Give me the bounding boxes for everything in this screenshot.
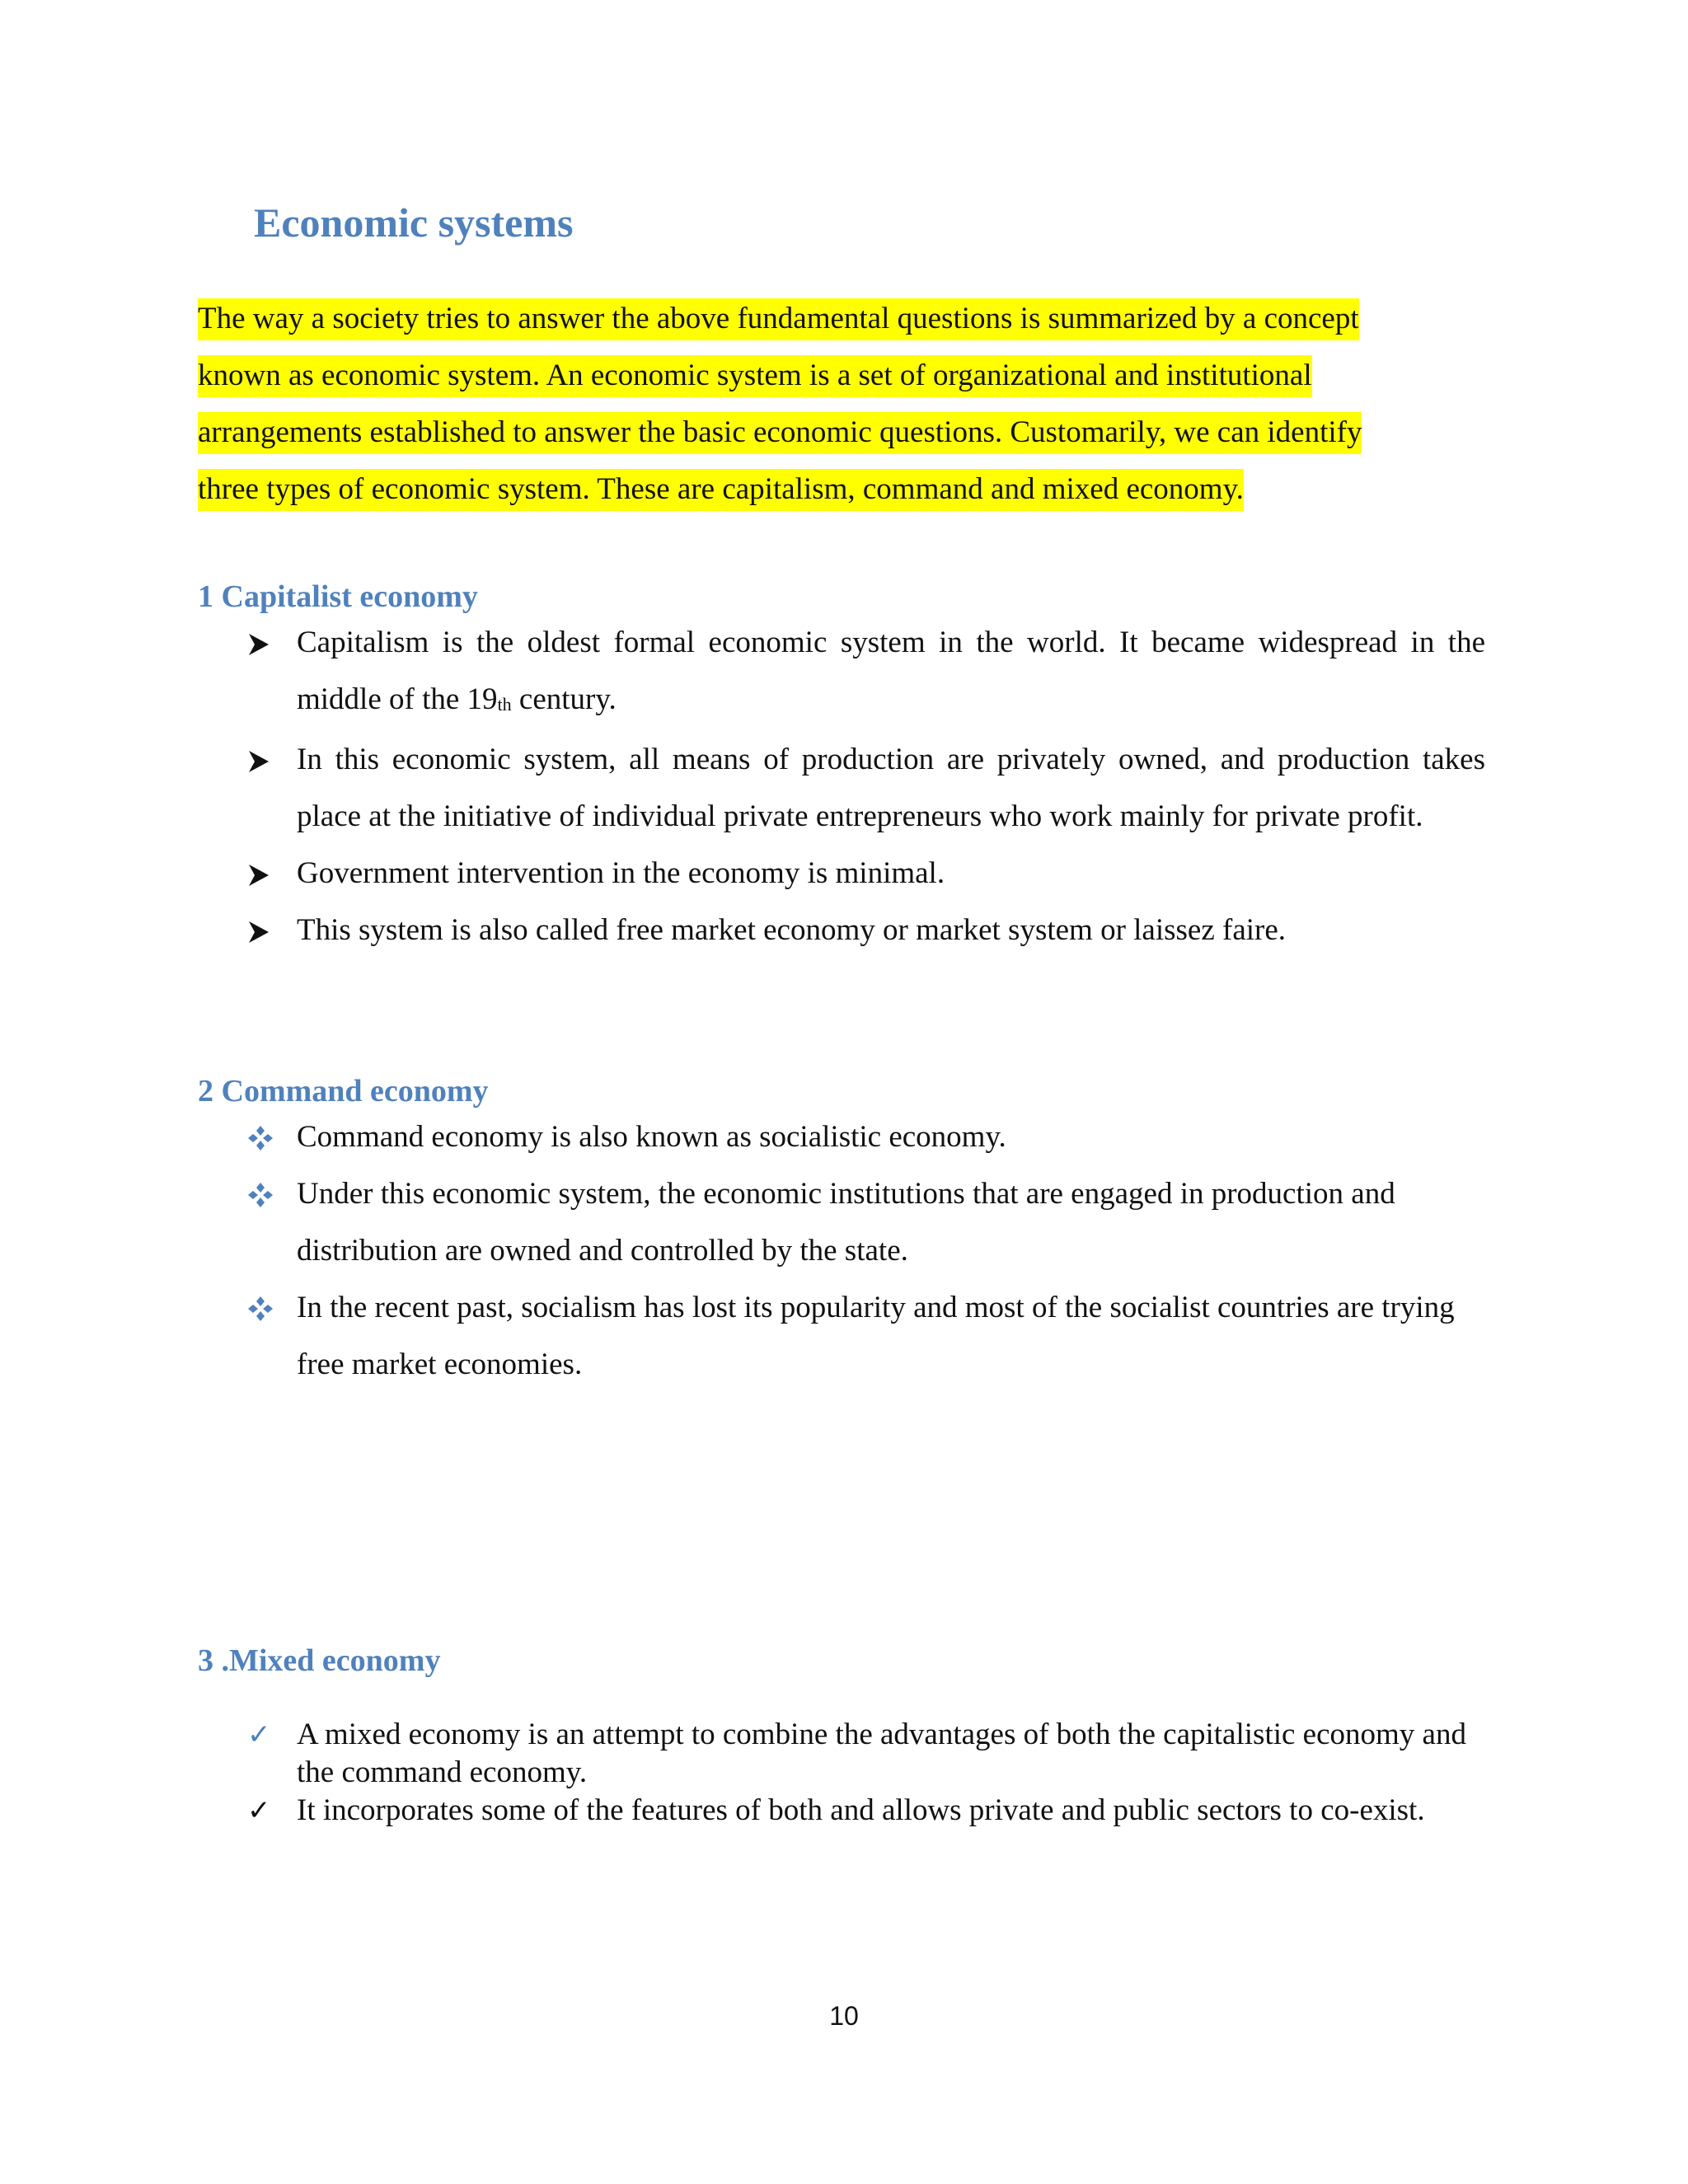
list-item (247, 845, 1485, 902)
list-item (247, 1279, 1485, 1393)
list-item (247, 1165, 1485, 1279)
list-item-text: It incorporates some of the features of both and allows private and public sectors to co-exist. (297, 1793, 1425, 1827)
highlighted-text: three types of economic system. These are capitalism, command and mixed economy. (198, 469, 1244, 511)
section-heading-command: 2 Command economy (198, 1074, 489, 1108)
list-item (247, 1716, 1485, 1792)
intro-paragraph (198, 290, 1500, 518)
checkmark-bullet-icon: ✓ (247, 1718, 271, 1751)
highlighted-text: arrangements established to answer the basic economic questions. Customarily, we can identify (198, 412, 1362, 454)
list-item-text: Command economy is also known as socialistic economy. (297, 1120, 1006, 1154)
list-item-text: Under this economic system, the economic institutions that are engaged in production and distribution are owned and controlled by the state. (297, 1177, 1395, 1268)
highlighted-text: known as economic system. An economic system is a set of organizational and institutional (198, 355, 1312, 397)
list-item-text: In the recent past, socialism has lost its popularity and most of the socialist countries are trying free market economies. (297, 1291, 1455, 1381)
page-title: Economic systems (254, 199, 574, 246)
list-item (247, 614, 1485, 731)
list-item (247, 1792, 1485, 1830)
section-heading-capitalist: 1 Capitalist economy (198, 579, 478, 614)
highlighted-text: The way a society tries to answer the above fundamental questions is summarized by a concept (198, 298, 1359, 340)
intro-line (198, 347, 1500, 404)
page-number: 10 (829, 2001, 859, 2031)
list-item-text: This system is also called free market economy or market system or laissez faire. (297, 913, 1287, 947)
list-item (247, 902, 1485, 958)
list-item-text: Capitalism is the oldest formal economic system in the world. It became widespread in the middle of the 19 (297, 626, 1485, 716)
list-item-text: In this economic system, all means of production are privately owned, and production takes place at the initiative of individual private entrepreneurs who work mainly for private profit. (297, 743, 1485, 833)
list-item-text: century. (511, 682, 617, 716)
section-heading-mixed: 3 .Mixed economy (198, 1643, 441, 1678)
intro-line (198, 404, 1500, 461)
list-item-text: Government intervention in the economy is minimal. (297, 856, 945, 890)
mixed-list (247, 1716, 1485, 1830)
list-item (247, 1108, 1485, 1165)
checkmark-bullet-icon: ✓ (247, 1794, 271, 1827)
command-list (247, 1108, 1485, 1393)
intro-line (198, 290, 1500, 347)
list-item-text: A mixed economy is an attempt to combine the advantages of both the capitalistic economy and the command economy. (297, 1718, 1466, 1789)
capitalist-list (247, 614, 1485, 958)
intro-line (198, 461, 1500, 518)
ordinal-suffix: th (497, 694, 512, 715)
list-item (247, 731, 1485, 845)
